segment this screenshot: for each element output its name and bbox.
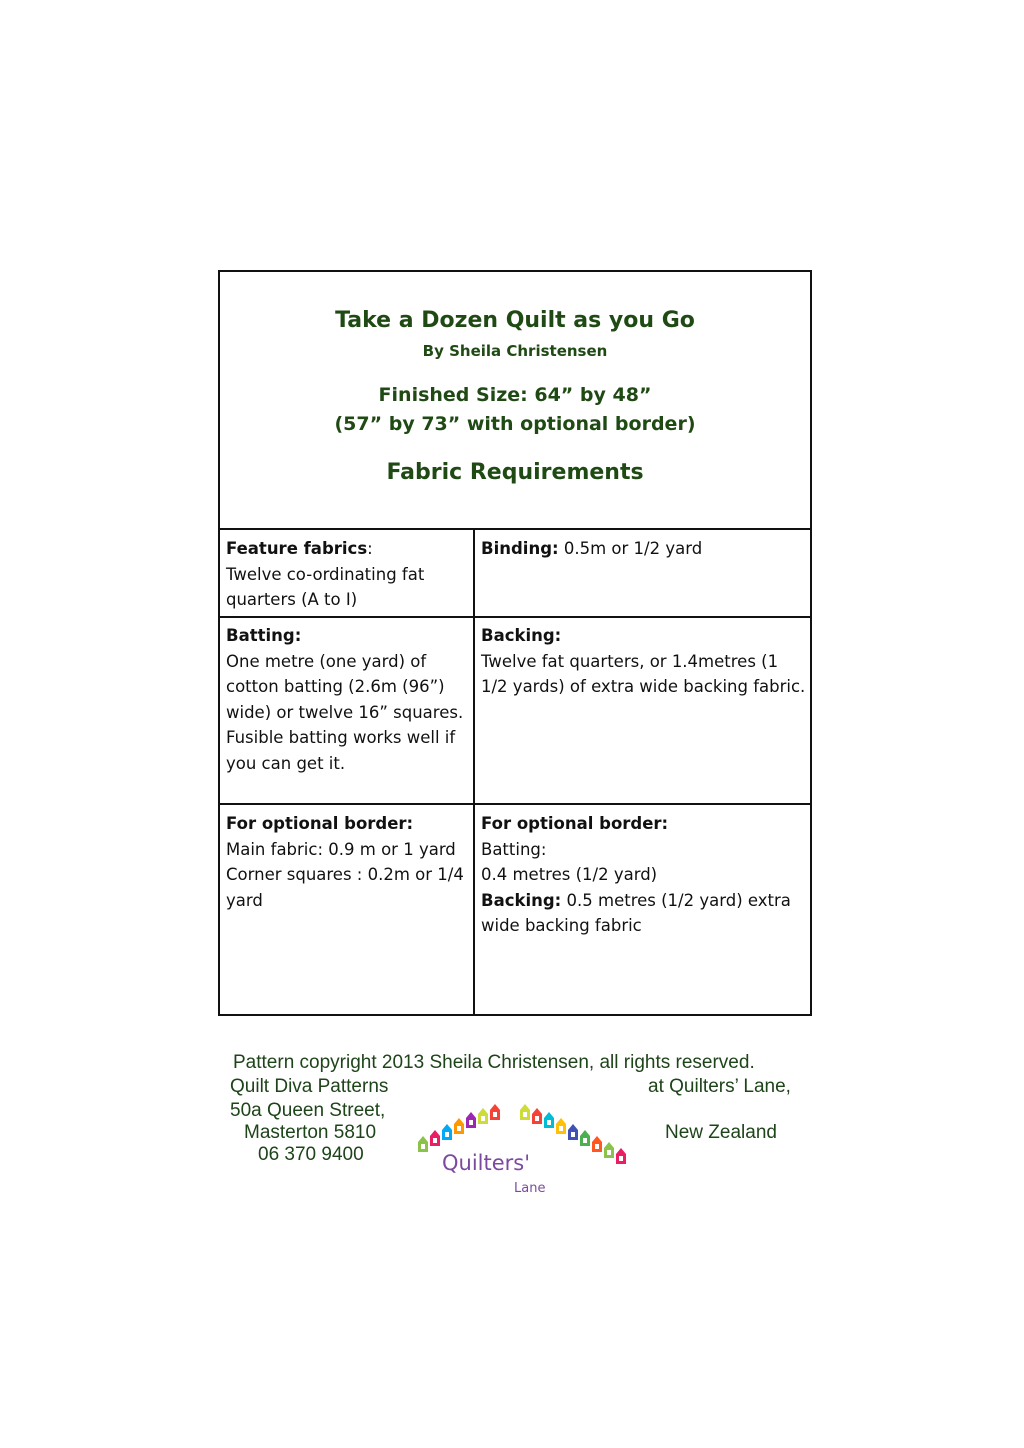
feature-fabrics-cell	[220, 530, 473, 619]
backing-line-1: Twelve fat quarters, or 1.4metres (1	[481, 651, 779, 671]
binding-label: Binding:	[481, 539, 559, 558]
feature-fabrics-label: Feature fabrics	[226, 539, 368, 558]
border-left-label: For optional border:	[226, 814, 414, 833]
border-right-backing-text: 0.5 metres (1/2 yard) extra	[561, 890, 791, 910]
house-icon	[580, 1130, 590, 1146]
optional-border-left-cell	[220, 805, 473, 919]
house-icon	[490, 1104, 500, 1120]
pattern-title: Take a Dozen Quilt as you Go	[335, 308, 695, 333]
house-icon	[430, 1130, 440, 1146]
card-header	[220, 272, 810, 530]
backing-cell	[475, 617, 812, 706]
house-icon	[604, 1142, 614, 1158]
finished-size: Finished Size: 64” by 48”	[378, 384, 652, 406]
backing-line-2: 1/2 yards) of extra wide backing fabric.	[481, 677, 806, 696]
country: New Zealand	[665, 1122, 777, 1143]
border-left-line-1: Main fabric: 0.9 m or 1 yard	[226, 839, 456, 859]
house-icon	[520, 1104, 530, 1120]
phone-number: 06 370 9400	[258, 1144, 364, 1165]
logo-word-lane: Lane	[514, 1181, 546, 1196]
house-icon	[592, 1136, 602, 1152]
fabric-requirements-card	[218, 270, 812, 1016]
border-right-backing-label: Backing:	[481, 890, 562, 910]
border-right-line-2: 0.4 metres (1/2 yard)	[481, 865, 658, 884]
street-address: 50a Queen Street,	[230, 1100, 386, 1121]
binding-text: 0.5m or 1/2 yard	[558, 539, 703, 558]
quilters-lane-logo	[408, 1092, 648, 1202]
border-left-line-3: yard	[226, 890, 263, 910]
house-icon	[454, 1118, 464, 1134]
house-icon	[532, 1108, 542, 1124]
house-icon	[556, 1118, 566, 1134]
batting-line-4: Fusible batting works well if	[226, 728, 456, 747]
batting-line-1: One metre (one yard) of	[226, 651, 427, 671]
batting-line-2: cotton batting (2.6m (96”)	[226, 677, 445, 696]
houses-logo-icon	[408, 1092, 648, 1202]
house-icon	[568, 1124, 578, 1140]
batting-label: Batting:	[226, 626, 302, 645]
feature-line-2: quarters (A to I)	[226, 590, 358, 609]
house-icon	[478, 1108, 488, 1124]
finished-size-with-border: (57” by 73” with optional border)	[334, 413, 696, 435]
house-icon	[466, 1112, 476, 1128]
binding-cell	[475, 530, 812, 568]
house-icon	[418, 1136, 428, 1152]
border-right-label: For optional border:	[481, 814, 669, 833]
company-name: Quilt Diva Patterns	[230, 1076, 389, 1097]
section-heading: Fabric Requirements	[386, 460, 644, 485]
house-icon	[616, 1148, 626, 1164]
pattern-author: By Sheila Christensen	[422, 342, 608, 360]
house-icon	[544, 1112, 554, 1128]
copyright-line: Pattern copyright 2013 Sheila Christensen, all rights reserved.	[233, 1052, 755, 1073]
at-quilters-lane: at Quilters’ Lane,	[648, 1076, 791, 1097]
feature-line-1: Twelve co-ordinating fat	[226, 564, 425, 584]
batting-cell	[220, 617, 473, 782]
border-right-line-3: wide backing fabric	[481, 916, 642, 935]
feature-colon: :	[367, 539, 373, 558]
border-left-line-2: Corner squares : 0.2m or 1/4	[226, 865, 464, 884]
batting-line-5: you can get it.	[226, 753, 346, 773]
backing-label: Backing:	[481, 626, 562, 645]
optional-border-right-cell	[475, 805, 812, 945]
batting-line-3: wide) or twelve 16” squares.	[226, 702, 464, 722]
house-icon	[442, 1124, 452, 1140]
city-postcode: Masterton 5810	[244, 1122, 377, 1143]
logo-word-quilters: Quilters'	[442, 1151, 531, 1175]
border-right-line-1: Batting:	[481, 839, 547, 859]
